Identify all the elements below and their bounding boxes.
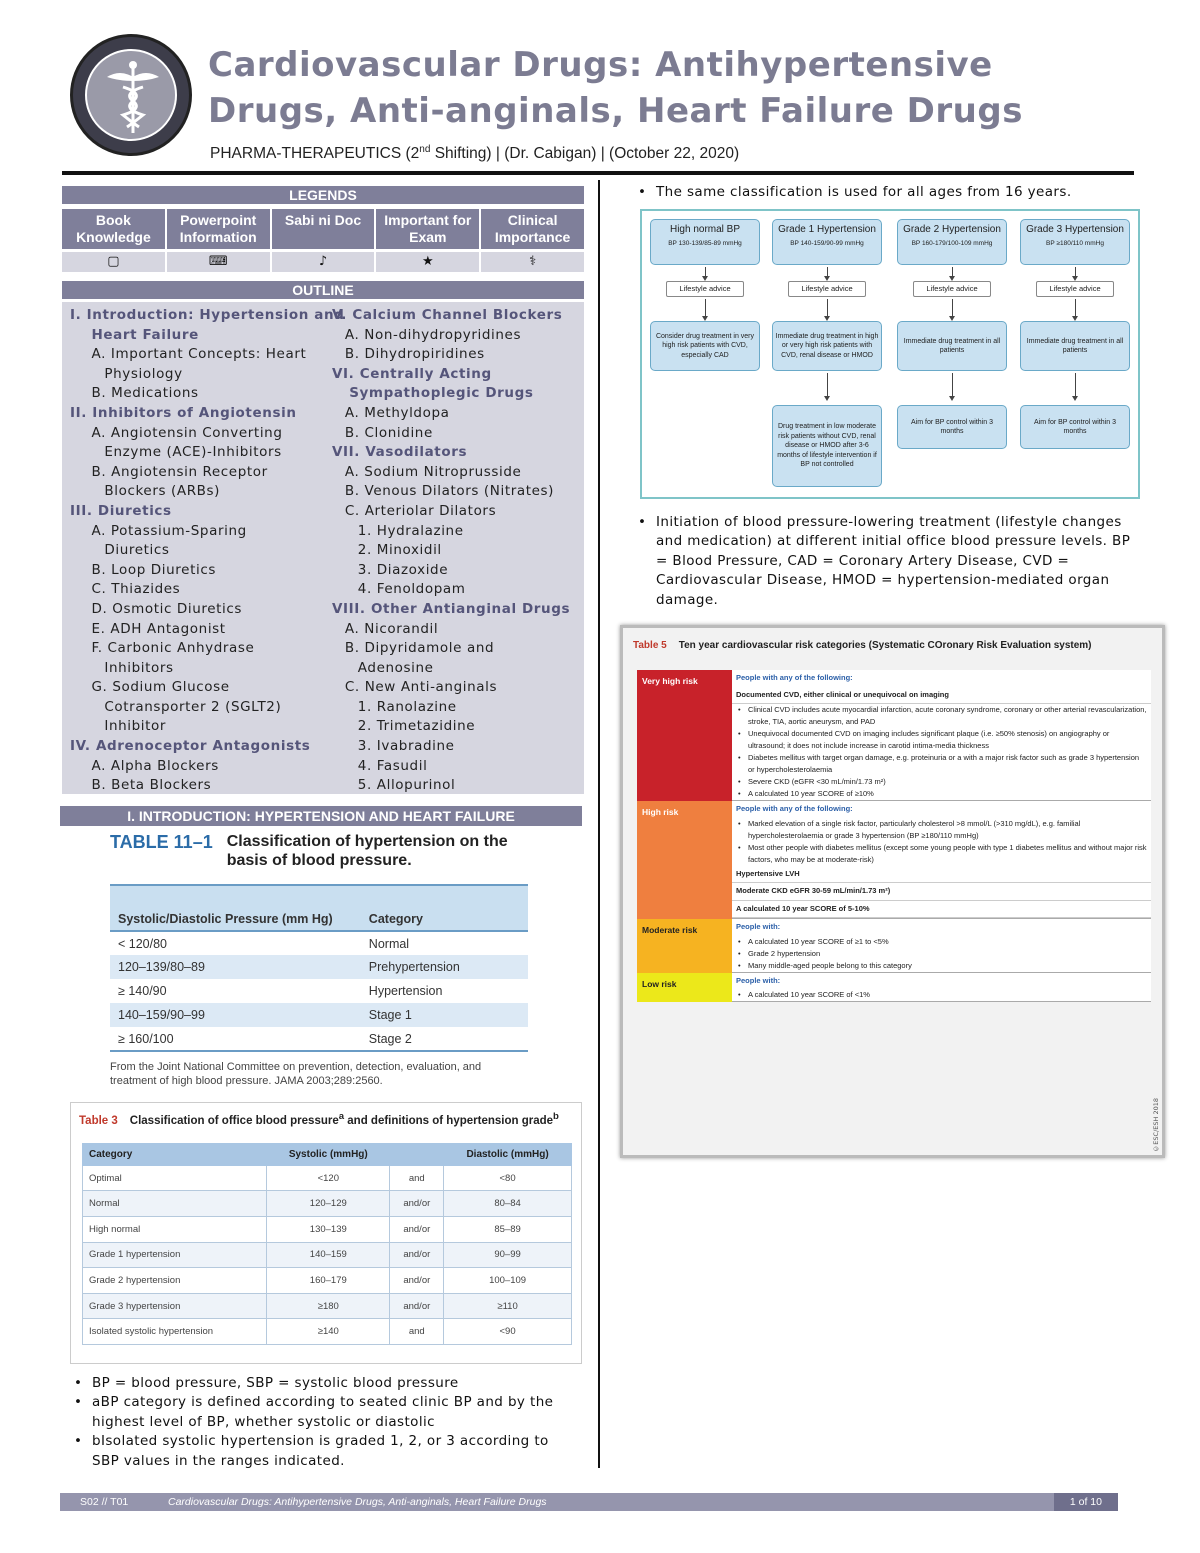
risk-row bbox=[637, 973, 1151, 1003]
table-header: Systolic/Diastolic Pressure (mm Hg) bbox=[110, 885, 361, 931]
flow-bp-title: Grade 2 Hypertension bbox=[903, 224, 1001, 235]
table-cell: Stage 2 bbox=[361, 1027, 528, 1051]
column-divider bbox=[598, 180, 600, 1468]
table-cell: <120 bbox=[267, 1165, 390, 1191]
table-cell: 140–159/90–99 bbox=[110, 1003, 361, 1027]
right-note-top bbox=[634, 183, 1134, 202]
outline-item: B. Dihydropiridines bbox=[344, 346, 485, 363]
flow-bp-box bbox=[650, 219, 760, 265]
risk-criterion: Hypertensive LVH bbox=[732, 866, 1151, 884]
caduceus-icon: ⚕ bbox=[481, 252, 584, 272]
page-title: Cardiovascular Drugs: Antihypertensive Drugs, Anti-anginals, Heart Failure Drugs bbox=[208, 45, 1023, 131]
list-item: • bIsolated systolic hypertension is graded 1, 2, or 3 according to SBP values in the ranges indicated. bbox=[70, 1432, 580, 1471]
outline-heading: II. Inhibitors of Angiotensin bbox=[70, 404, 297, 421]
outline-heading: IV. Adrenoceptor Antagonists bbox=[70, 738, 311, 755]
table-cell: and/or bbox=[390, 1242, 444, 1268]
table-11-1 bbox=[110, 832, 530, 1088]
flow-lifestyle-box: Lifestyle advice bbox=[666, 281, 744, 297]
table-cell: 100–109 bbox=[444, 1268, 572, 1294]
arrow-icon bbox=[1075, 373, 1076, 397]
table-cell: Grade 3 hypertension bbox=[83, 1293, 267, 1319]
copyright: ©ESC/ESH 2018 bbox=[1152, 1098, 1160, 1153]
risk-criteria bbox=[732, 919, 1151, 973]
table-cell: Normal bbox=[368, 936, 410, 951]
table-cell: Grade 1 hypertension bbox=[83, 1242, 267, 1268]
arrow-icon bbox=[827, 299, 828, 317]
school-logo bbox=[70, 34, 192, 156]
risk-criterion: Documented CVD, either clinical or unequivocal on imaging bbox=[732, 687, 1151, 705]
table-cell: and/or bbox=[390, 1293, 444, 1319]
flow-action-box: Immediate drug treatment in high or very high risk patients with CVD, renal disease or HMOD bbox=[772, 321, 882, 371]
treatment-flowchart bbox=[640, 209, 1140, 499]
outline-item: A. Non-dihydropyridines bbox=[344, 326, 522, 343]
list-item: • Initiation of blood pressure-lowering treatment (lifestyle changes and medication) at different initial office blood pressure levels. BP = Blood Pressure, CAD = Coronary Artery Disease, CVD = Cardiovascular Disease, HMOD = hypertension-mediated organ damage. bbox=[634, 513, 1134, 610]
book-icon: ▢ bbox=[62, 252, 167, 272]
table-row bbox=[83, 1293, 572, 1319]
risk-row bbox=[637, 919, 1151, 973]
flow-bp-range: BP 160-179/100-109 mmHg bbox=[911, 240, 993, 247]
table-cell: ≥180 bbox=[267, 1293, 390, 1319]
table-cell: 85–89 bbox=[444, 1217, 572, 1243]
outline-item: A. Sodium Nitroprusside bbox=[344, 463, 522, 480]
caduceus-icon bbox=[87, 51, 179, 143]
outline-heading: I. Introduction: Hypertension and bbox=[70, 307, 345, 323]
table-caption: Table 5 Ten year cardiovascular risk categories (Systematic COronary Risk Evaluation system) bbox=[633, 640, 1092, 651]
table-cell: ≥110 bbox=[444, 1293, 572, 1319]
table-cell: High normal bbox=[83, 1217, 267, 1243]
right-note-mid bbox=[634, 513, 1134, 610]
list-item: • The same classification is used for all ages from 16 years. bbox=[634, 183, 1134, 202]
outline-item: A. Methyldopa bbox=[344, 404, 450, 421]
risk-criterion: A calculated 10 year SCORE of 5-10% bbox=[732, 901, 1151, 919]
table-cell: 120–139/80–89 bbox=[110, 955, 361, 979]
legend-label: Important for Exam bbox=[376, 209, 481, 249]
risk-criterion: • Most other people with diabetes mellitus (except some young people with type 1 diabetes mellitus and without major risk factors, who may be at moderate-risk) bbox=[732, 842, 1151, 866]
risk-category: Moderate risk bbox=[637, 919, 732, 973]
outline-item: C. Arteriolar Dilators bbox=[344, 502, 497, 519]
table-cell: and/or bbox=[390, 1268, 444, 1294]
speech-icon: ♪ bbox=[272, 252, 377, 272]
flow-action-box: Consider drug treatment in very high risk patients with CVD, especially CAD bbox=[650, 321, 760, 371]
outline-item: 4. Fenoldopam bbox=[357, 581, 466, 598]
risk-table bbox=[620, 625, 1165, 1158]
table-header: Category bbox=[83, 1143, 267, 1165]
legends-table bbox=[62, 186, 584, 272]
table-row bbox=[83, 1319, 572, 1345]
outline-heading: III. Diuretics bbox=[70, 502, 172, 519]
list-item: • aBP category is defined according to seated clinic BP and by the highest level of BP, whether systolic or diastolic bbox=[70, 1393, 580, 1432]
table-row bbox=[83, 1191, 572, 1217]
table-row bbox=[83, 1217, 572, 1243]
table-header: Category bbox=[361, 885, 528, 931]
outline-item: A. Important Concepts: Heart bbox=[91, 346, 307, 363]
flow-next-box: Aim for BP control within 3 months bbox=[897, 405, 1007, 449]
outline-item: B. Clonidine bbox=[344, 424, 433, 441]
list-item: • BP = blood pressure, SBP = systolic blood pressure bbox=[70, 1374, 580, 1393]
table-row bbox=[83, 1242, 572, 1268]
outline-item: Blockers (ARBs) bbox=[104, 483, 221, 500]
outline-item: Enzyme (ACE)-Inhibitors bbox=[104, 444, 282, 461]
outline-right-column bbox=[332, 306, 570, 796]
table-cell: 90–99 bbox=[444, 1242, 572, 1268]
outline-heading: Sympathoplegic Drugs bbox=[349, 385, 534, 402]
table-cell: < 120/80 bbox=[118, 936, 168, 951]
outline-item: E. ADH Antagonist bbox=[91, 620, 226, 637]
outline-title: OUTLINE bbox=[62, 281, 584, 299]
outline-heading: VIII. Other Antianginal Drugs bbox=[332, 600, 571, 617]
outline-item: Cotransporter 2 (SGLT2) bbox=[104, 698, 282, 715]
risk-criterion: • Clinical CVD includes acute myocardial infarction, acute coronary syndrome, coronary or other arterial revascularization, stroke, TIA, aortic aneurysm, and PAD bbox=[732, 704, 1151, 728]
table-cell: 160–179 bbox=[267, 1268, 390, 1294]
legend-label: Sabi ni Doc bbox=[272, 209, 377, 249]
outline-item: Inhibitors bbox=[104, 659, 174, 676]
section-heading: I. INTRODUCTION: HYPERTENSION AND HEART FAILURE bbox=[60, 806, 582, 826]
outline-box bbox=[62, 302, 584, 794]
flow-bp-range: BP ≥180/110 mmHg bbox=[1046, 240, 1104, 247]
table-row bbox=[110, 979, 528, 1003]
outline-item: A. Alpha Blockers bbox=[91, 757, 219, 774]
risk-criterion: People with: bbox=[736, 975, 781, 985]
flow-bp-title: High normal BP bbox=[669, 224, 741, 235]
page-footer bbox=[60, 1493, 1118, 1511]
footer-title: Cardiovascular Drugs: Antihypertensive Drugs, Anti-anginals, Heart Failure Drugs bbox=[168, 1496, 547, 1508]
table-cell: ≥ 140/90 bbox=[118, 984, 167, 998]
outline-item: 1. Ranolazine bbox=[357, 698, 457, 715]
slide-icon: ⌨ bbox=[167, 252, 272, 272]
risk-criterion: • Severe CKD (eGFR <30 mL/min/1.73 m²) bbox=[732, 776, 1151, 788]
bp-classification-table bbox=[110, 884, 528, 1052]
arrow-icon bbox=[952, 267, 953, 277]
risk-criterion: • Grade 2 hypertension bbox=[732, 948, 1151, 960]
outline-left-column bbox=[70, 306, 344, 796]
outline-item: B. Angiotensin Receptor bbox=[91, 463, 268, 480]
table-cell: Prehypertension bbox=[361, 955, 528, 979]
flow-next-box: Drug treatment in low moderate risk patients without CVD, renal disease or HMOD after 3-6 months of lifestyle intervention if BP not controlled bbox=[772, 405, 882, 487]
outline-item: G. Sodium Glucose bbox=[91, 679, 230, 696]
outline-item: 1. Hydralazine bbox=[357, 522, 464, 539]
flow-bp-range: BP 140-159/90-99 mmHg bbox=[790, 240, 864, 247]
outline-item: 2. Trimetazidine bbox=[357, 718, 476, 735]
course-info: PHARMA-THERAPEUTICS (2nd Shifting) | (Dr. Cabigan) | (October 22, 2020) bbox=[210, 144, 740, 163]
table-cell: 130–139 bbox=[267, 1217, 390, 1243]
table-cell: Grade 2 hypertension bbox=[83, 1268, 267, 1294]
risk-criterion: • A calculated 10 year SCORE of ≥10% bbox=[732, 788, 1151, 800]
outline-item: B. Beta Blockers bbox=[91, 777, 212, 794]
arrow-icon bbox=[952, 299, 953, 317]
outline-item: B. Dipyridamole and bbox=[344, 640, 495, 657]
flow-bp-box bbox=[897, 219, 1007, 265]
table-row bbox=[110, 955, 528, 979]
table-cell: ≥ 160/100 bbox=[110, 1027, 361, 1051]
table-cell: 80–84 bbox=[444, 1191, 572, 1217]
table-cell: ≥140 bbox=[267, 1319, 390, 1345]
flow-bp-box bbox=[1020, 219, 1130, 265]
table-header: Diastolic (mmHg) bbox=[444, 1143, 572, 1165]
table-row bbox=[83, 1268, 572, 1294]
flow-lifestyle-box: Lifestyle advice bbox=[913, 281, 991, 297]
table-cell: and bbox=[390, 1165, 444, 1191]
risk-criterion: People with any of the following: bbox=[736, 673, 853, 682]
outline-item: 4. Fasudil bbox=[357, 757, 428, 774]
table-3 bbox=[70, 1102, 582, 1364]
outline-item: 5. Allopurinol bbox=[357, 777, 456, 794]
table-cell: and/or bbox=[390, 1217, 444, 1243]
table-cell: and bbox=[390, 1319, 444, 1345]
star-icon: ★ bbox=[376, 252, 481, 272]
legend-label: Book Knowledge bbox=[62, 209, 167, 249]
legend-label: Powerpoint Information bbox=[167, 209, 272, 249]
table-cell: Normal bbox=[83, 1191, 267, 1217]
outline-item: 3. Diazoxide bbox=[357, 561, 449, 578]
table-caption: Table 3 Classification of office blood pressure$^a$ and definitions of hypertension grade$^b$ bbox=[79, 1111, 559, 1127]
outline-item: Diuretics bbox=[104, 542, 170, 559]
risk-criterion: • Many middle-aged people belong to this category bbox=[732, 960, 1151, 972]
table-cell: Optimal bbox=[83, 1165, 267, 1191]
office-bp-table bbox=[82, 1143, 572, 1345]
table-header: Systolic (mmHg) bbox=[267, 1143, 390, 1165]
flow-bp-box bbox=[772, 219, 882, 265]
risk-criteria bbox=[732, 973, 1151, 1003]
risk-criterion: • A calculated 10 year SCORE of ≥1 to <5% bbox=[732, 936, 1151, 948]
page-number: 1 of 10 bbox=[1054, 1493, 1118, 1511]
table-row bbox=[110, 931, 528, 955]
risk-criterion: • Marked elevation of a single risk factor, particularly cholesterol >8 mmol/L (>310 mg/dL), e.g. familial hypercholesterolaemia or grade 3 hypertension (BP ≥180/110 mmHg) bbox=[732, 818, 1151, 842]
table-cell: Stage 1 bbox=[361, 1003, 528, 1027]
flow-bp-range: BP 130-139/85-89 mmHg bbox=[668, 240, 742, 247]
outline-item: Adenosine bbox=[357, 659, 434, 676]
outline-item: D. Osmotic Diuretics bbox=[91, 600, 243, 617]
table-cell: and/or bbox=[390, 1191, 444, 1217]
outline-item: C. Thiazides bbox=[91, 581, 181, 598]
risk-criteria bbox=[732, 801, 1151, 919]
table-header bbox=[390, 1143, 444, 1165]
outline-item: B. Loop Diuretics bbox=[91, 561, 216, 578]
outline-item: B. Venous Dilators (Nitrates) bbox=[344, 483, 555, 500]
table-cell: Hypertension bbox=[368, 984, 443, 998]
outline-item: F. Carbonic Anhydrase bbox=[91, 640, 255, 657]
flow-action-box: Immediate drug treatment in all patients bbox=[1020, 321, 1130, 371]
legends-title: LEGENDS bbox=[62, 186, 584, 204]
risk-category: High risk bbox=[637, 801, 732, 919]
outline-heading: VI. Centrally Acting bbox=[332, 365, 492, 382]
risk-category: Very high risk bbox=[637, 670, 732, 801]
outline-item: Physiology bbox=[104, 365, 183, 382]
table-row bbox=[110, 1027, 528, 1051]
risk-criterion: Moderate CKD eGFR 30-59 mL/min/1.73 m²) bbox=[732, 883, 1151, 901]
table-cell: Isolated systolic hypertension bbox=[83, 1319, 267, 1345]
arrow-icon bbox=[705, 299, 706, 317]
table-row bbox=[110, 1003, 528, 1027]
flow-bp-title: Grade 3 Hypertension bbox=[1026, 224, 1124, 235]
arrow-icon bbox=[705, 267, 706, 277]
flow-lifestyle-box: Lifestyle advice bbox=[788, 281, 866, 297]
arrow-icon bbox=[827, 373, 828, 397]
risk-criterion: People with: bbox=[736, 922, 781, 931]
table-cell: <90 bbox=[444, 1319, 572, 1345]
table-cell: <80 bbox=[444, 1165, 572, 1191]
arrow-icon bbox=[952, 373, 953, 397]
table-source: From the Joint National Committee on prevention, detection, evaluation, and treatment of high blood pressure. JAMA 2003;289:2560. bbox=[110, 1061, 482, 1087]
arrow-icon bbox=[1075, 299, 1076, 317]
risk-row bbox=[637, 801, 1151, 919]
footer-code: S02 // T01 bbox=[80, 1496, 129, 1508]
outline-heading: Heart Failure bbox=[91, 326, 199, 343]
flow-lifestyle-box: Lifestyle advice bbox=[1036, 281, 1114, 297]
risk-criterion: People with any of the following: bbox=[736, 804, 853, 813]
flow-bp-title: Grade 1 Hypertension bbox=[778, 224, 876, 235]
outline-item: B. Medications bbox=[91, 385, 199, 402]
table-number: TABLE 11–1 bbox=[110, 832, 213, 852]
outline-heading: VII. Vasodilators bbox=[332, 444, 468, 461]
left-notes bbox=[70, 1374, 580, 1471]
outline-item: 3. Ivabradine bbox=[357, 738, 455, 755]
outline-item: 2. Minoxidil bbox=[357, 542, 442, 559]
arrow-icon bbox=[827, 267, 828, 277]
outline-item: A. Nicorandil bbox=[344, 620, 439, 637]
outline-item: Inhibitor bbox=[104, 718, 167, 735]
outline-item: A. Angiotensin Converting bbox=[91, 424, 283, 441]
flow-next-box: Aim for BP control within 3 months bbox=[1020, 405, 1130, 449]
risk-category: Low risk bbox=[637, 973, 732, 1003]
risk-criterion: • A calculated 10 year SCORE of <1% bbox=[732, 989, 1151, 1001]
table-row bbox=[83, 1165, 572, 1191]
table-cell: 120–129 bbox=[267, 1191, 390, 1217]
table-cell: 140–159 bbox=[267, 1242, 390, 1268]
legend-label: Clinical Importance bbox=[481, 209, 584, 249]
risk-row bbox=[637, 670, 1151, 801]
risk-criterion: • Unequivocal documented CVD on imaging includes significant plaque (i.e. ≥50% stenosis) on angiography or ultrasound; it does not include increase in carotid intima-media thickness bbox=[732, 728, 1151, 752]
outline-item: C. New Anti-anginals bbox=[344, 679, 498, 696]
outline-heading: V. Calcium Channel Blockers bbox=[332, 307, 563, 323]
flow-action-box: Immediate drug treatment in all patients bbox=[897, 321, 1007, 371]
outline-item: A. Potassium-Sparing bbox=[91, 522, 247, 539]
arrow-icon bbox=[1075, 267, 1076, 277]
header-divider bbox=[62, 171, 1134, 175]
risk-criteria bbox=[732, 670, 1151, 801]
table-caption: Classification of hypertension on the basis of blood pressure. bbox=[226, 833, 508, 869]
risk-criterion: • Diabetes mellitus with target organ damage, e.g. proteinuria or a with a major risk factor such as grade 3 hypertension or hypercholesterolaemia bbox=[732, 752, 1151, 776]
